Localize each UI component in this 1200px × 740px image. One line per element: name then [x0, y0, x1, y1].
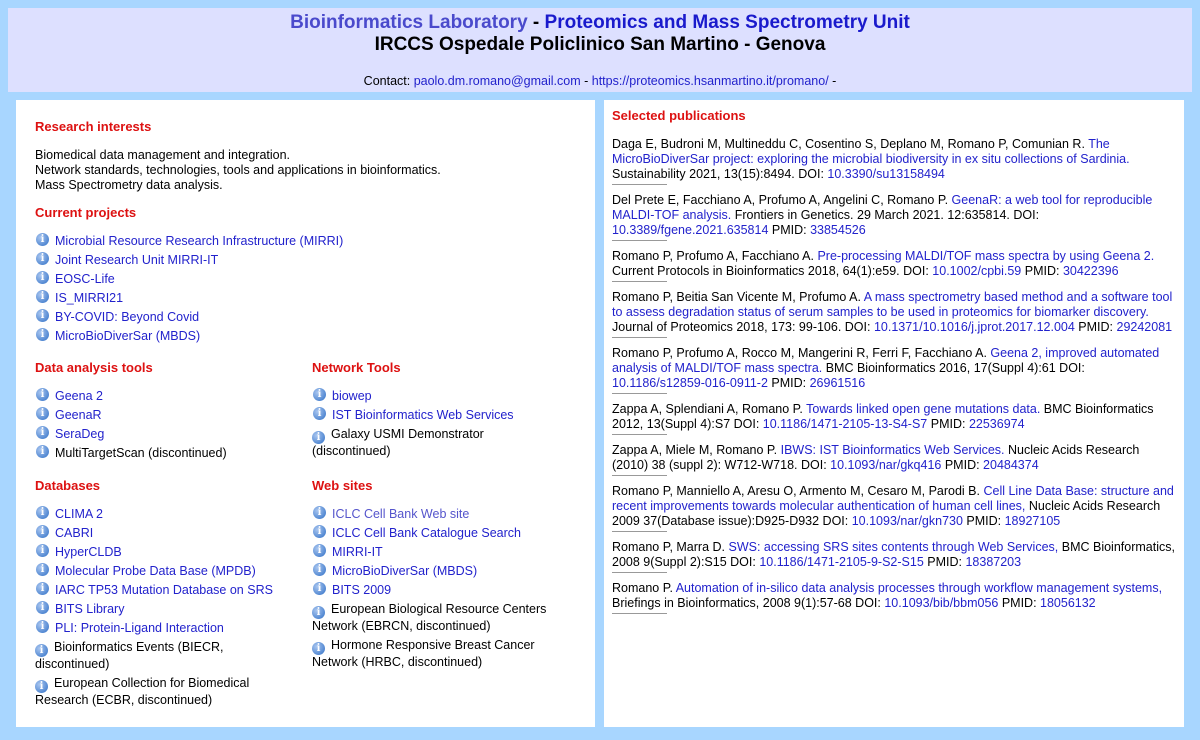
info-icon: i	[36, 407, 49, 420]
info-icon: i	[36, 506, 49, 519]
network-tools-list	[312, 387, 582, 461]
publication-item: Del Prete E, Facchiano A, Profumo A, Angelini C, Romano P. GeenaR: a web tool for reproducible MALDI-TOF analysis. Frontiers in Genetics. 29 March 2021. 12:635814. DOI: 10.3389/fgene.2021.635814 PMID: 33854526	[612, 193, 1153, 237]
publication-item: Romano P, Profumo A, Rocco M, Mangerini R, Ferri F, Facchiano A. Geena 2, improved automated analysis of MALDI/TOF mass spectra. BMC Bioinformatics 2016, 17(Suppl 4):61 DOI: 10.1186/s12859-016-0911-2 PMID: 26961516	[612, 346, 1160, 390]
info-icon: i	[312, 642, 325, 655]
info-icon: i	[35, 644, 48, 657]
list-item: i BY-COVID: Beyond Covid	[35, 308, 585, 327]
info-icon: i	[36, 563, 49, 576]
web-sites-heading: Web sites	[312, 478, 373, 493]
unit-name: Proteomics and Mass Spectrometry Unit	[544, 12, 910, 33]
info-icon: i	[36, 525, 49, 538]
list-item: i Joint Research Unit MIRRI-IT	[35, 251, 585, 270]
list-item: i IARC TP53 Mutation Database on SRS	[35, 581, 300, 600]
list-item: i SeraDeg	[35, 425, 295, 444]
list-item: i GeenaR	[35, 406, 295, 425]
list-item: i HyperCLDB	[35, 543, 300, 562]
info-icon: i	[36, 582, 49, 595]
divider	[612, 393, 667, 394]
divider	[612, 531, 667, 532]
info-icon: i	[36, 252, 49, 265]
info-icon: i	[36, 328, 49, 341]
publications-list	[612, 137, 1178, 614]
list-item: i ICLC Cell Bank Catalogue Search	[312, 524, 582, 543]
info-icon: i	[36, 290, 49, 303]
publication-item: Romano P, Beitia San Vicente M, Profumo A. A mass spectrometry based method and a software tool to assess degradation status of serum samples to be used in proteomics for biomarker discovery. Journal of Proteomics 2018, 173: 99-106. DOI: 10.1371/10.1016/j.jprot.2017.12.004 PMID: 29242081	[612, 290, 1173, 334]
list-item: i IST Bioinformatics Web Services	[312, 406, 582, 425]
list-item: i European Biological Resource Centers Network (EBRCN, discontinued)	[312, 602, 547, 633]
list-item: i Bioinformatics Events (BIECR, discontinued)	[35, 640, 224, 671]
list-item: i biowep	[312, 387, 582, 406]
publications-heading: Selected publications	[612, 108, 746, 123]
list-item: i IS_MIRRI21	[35, 289, 585, 308]
info-icon: i	[36, 233, 49, 246]
publication-item: Daga E, Budroni M, Multineddu C, Cosentino S, Deplano M, Romano P, Comunian R. The MicroBioDiverSar project: exploring the microbial biodiversity in ex situ collections of Sardinia. Sustainability 2021, 13(15):8494. DOI: 10.3390/su13158494	[612, 137, 1130, 181]
list-item: i PLI: Protein-Ligand Interaction	[35, 619, 300, 638]
web-sites-list	[312, 505, 582, 672]
list-item: i Hormone Responsive Breast Cancer Network (HRBC, discontinued)	[312, 638, 535, 669]
divider	[612, 572, 667, 573]
databases-heading: Databases	[35, 478, 101, 493]
info-icon: i	[36, 426, 49, 439]
list-item: i CABRI	[35, 524, 300, 543]
info-icon: i	[36, 388, 49, 401]
contact-line: Contact: paolo.dm.romano@gmail.com - https://proteomics.hsanmartino.it/promano/ -	[363, 74, 837, 88]
projects-heading: Current projects	[35, 205, 137, 220]
page-header	[8, 8, 1192, 92]
divider	[612, 613, 667, 614]
publication-item: Zappa A, Miele M, Romano P. IBWS: IST Bioinformatics Web Services. Nucleic Acids Research (2010) 38 (suppl 2): W712-W718. DOI: 10.1093/nar/gkq416 PMID: 20484374	[612, 443, 1140, 472]
info-icon: i	[36, 309, 49, 322]
list-item: i Microbial Resource Research Infrastructure (MIRRI)	[35, 232, 585, 251]
divider	[612, 240, 667, 241]
info-icon: i	[35, 680, 48, 693]
list-item: i MIRRI-IT	[312, 543, 582, 562]
list-item: i CLIMA 2	[35, 505, 300, 524]
publication-item: Romano P, Marra D. SWS: accessing SRS sites contents through Web Services, BMC Bioinformatics, 2008 9(Suppl 2):S15 DOI: 10.1186/1471-2105-9-S2-S15 PMID: 18387203	[612, 540, 1175, 569]
list-item: i Molecular Probe Data Base (MPDB)	[35, 562, 300, 581]
page-title: Bioinformatics Laboratory - Proteomics and Mass Spectrometry Unit	[290, 12, 910, 33]
data-tools-heading: Data analysis tools	[35, 360, 153, 375]
divider	[612, 337, 667, 338]
data-tools-list	[35, 387, 295, 463]
list-item: i BITS 2009	[312, 581, 582, 600]
divider	[612, 184, 667, 185]
info-icon: i	[313, 563, 326, 576]
info-icon: i	[313, 506, 326, 519]
left-panel	[16, 100, 595, 727]
list-item: i MultiTargetScan (discontinued)	[35, 444, 295, 463]
info-icon: i	[36, 445, 49, 458]
institute-name: IRCCS Ospedale Policlinico San Martino - Genova	[374, 34, 826, 55]
list-item: i EOSC-Life	[35, 270, 585, 289]
list-item: i Geena 2	[35, 387, 295, 406]
divider	[612, 434, 667, 435]
list-item: i Galaxy USMI Demonstrator (discontinued)	[312, 427, 484, 458]
projects-list	[35, 232, 585, 346]
databases-list	[35, 505, 300, 710]
right-panel	[604, 100, 1184, 727]
list-item: i European Collection for Biomedical Research (ECBR, discontinued)	[35, 676, 250, 707]
divider	[612, 475, 667, 476]
info-icon: i	[313, 582, 326, 595]
list-item: i MicroBioDiverSar (MBDS)	[35, 327, 585, 346]
info-icon: i	[36, 620, 49, 633]
network-tools-heading: Network Tools	[312, 360, 401, 375]
list-item: i MicroBioDiverSar (MBDS)	[312, 562, 582, 581]
publication-item: Romano P. Automation of in-silico data analysis processes through workflow management systems, Briefings in Bioinformatics, 2008 9(1):57-68 DOI: 10.1093/bib/bbm056 PMID: 18056132	[612, 581, 1163, 610]
divider	[612, 281, 667, 282]
info-icon: i	[313, 525, 326, 538]
info-icon: i	[312, 431, 325, 444]
info-icon: i	[313, 388, 326, 401]
info-icon: i	[36, 271, 49, 284]
website-link[interactable]: https://proteomics.hsanmartino.it/promano/	[591, 74, 829, 88]
lab-name: Bioinformatics Laboratory	[290, 12, 528, 33]
research-text: Biomedical data management and integration. Network standards, technologies, tools and applications in bioinformatics. Mass Spectrometry data analysis.	[35, 148, 441, 192]
info-icon: i	[36, 544, 49, 557]
info-icon: i	[312, 606, 325, 619]
publication-item: Romano P, Profumo A, Facchiano A. Pre-processing MALDI/TOF mass spectra by using Geena 2. Current Protocols in Bioinformatics 2018, 64(1):e59. DOI: 10.1002/cpbi.59 PMID: 30422396	[612, 249, 1155, 278]
publication-item: Zappa A, Splendiani A, Romano P. Towards linked open gene mutations data. BMC Bioinformatics 2012, 13(Suppl 4):S7 DOI: 10.1186/1471-2105-13-S4-S7 PMID: 22536974	[612, 402, 1154, 431]
info-icon: i	[313, 544, 326, 557]
info-icon: i	[36, 601, 49, 614]
publication-item: Romano P, Manniello A, Aresu O, Armento M, Cesaro M, Parodi B. Cell Line Data Base: structure and recent improvements towards molecular authentication of human cell lines, Nucleic Acids Research 2009 37(Database issue):D925-D932 DOI: 10.1093/nar/gkn730 PMID: 18927105	[612, 484, 1174, 528]
info-icon: i	[313, 407, 326, 420]
list-item: i ICLC Cell Bank Web site	[312, 505, 582, 524]
email-link[interactable]: paolo.dm.romano@gmail.com	[413, 74, 581, 88]
list-item: i BITS Library	[35, 600, 300, 619]
research-heading: Research interests	[35, 119, 152, 134]
